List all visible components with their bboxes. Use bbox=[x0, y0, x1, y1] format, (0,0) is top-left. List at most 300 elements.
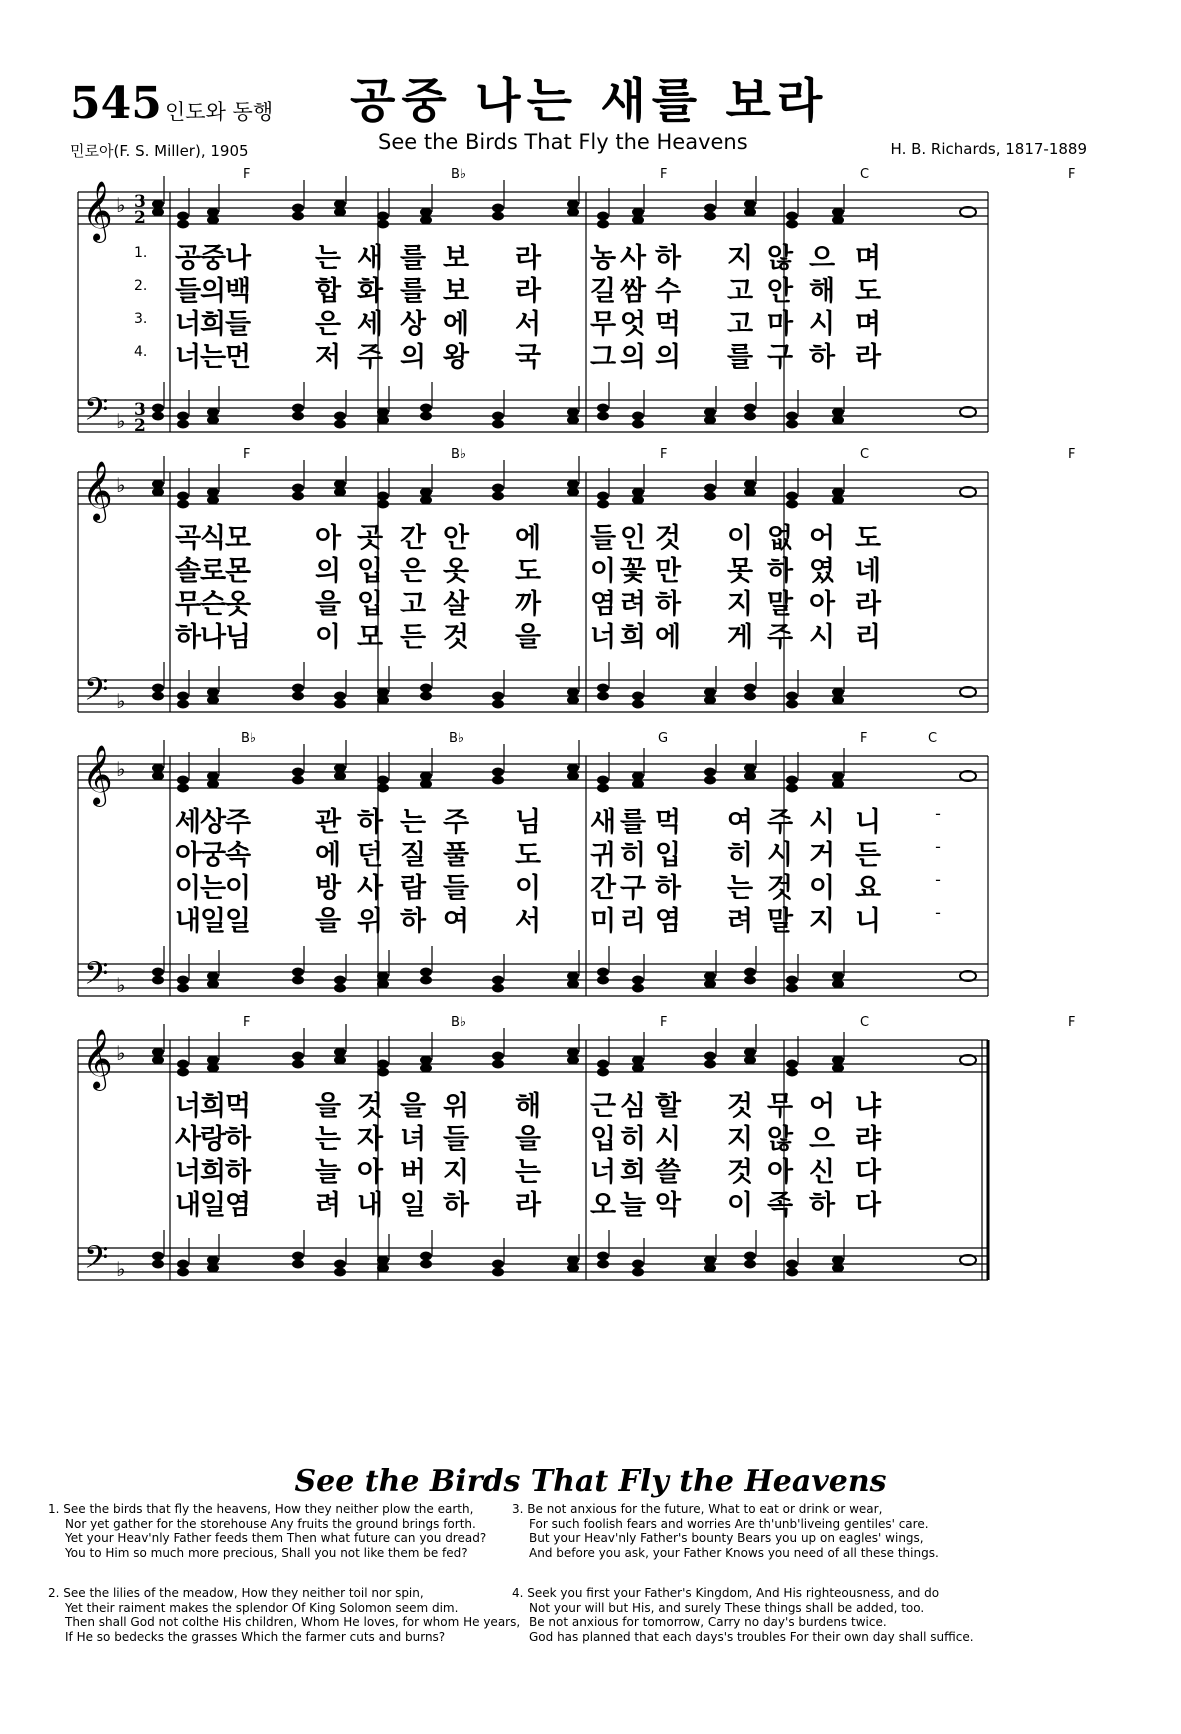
note-head bbox=[334, 420, 346, 429]
note-head bbox=[744, 412, 756, 421]
note-head bbox=[492, 1052, 504, 1061]
stanza-number: 1. bbox=[48, 1502, 64, 1516]
english-stanza bbox=[512, 1586, 974, 1644]
note-head bbox=[832, 216, 844, 225]
note-head bbox=[744, 480, 756, 489]
note-head bbox=[492, 412, 504, 421]
lyric-syllable: 모 bbox=[356, 622, 384, 653]
note-head bbox=[492, 420, 504, 429]
lyric-line bbox=[78, 302, 1088, 340]
stanza-number: 4. bbox=[512, 1586, 528, 1600]
note-head bbox=[177, 212, 189, 221]
lyric-syllable: 고 bbox=[726, 276, 754, 307]
lyric-syllable: 하 bbox=[442, 1190, 470, 1221]
time-signature: 2 bbox=[134, 208, 146, 228]
note-head bbox=[632, 208, 644, 217]
note-head bbox=[786, 412, 798, 421]
lyric-syllable: 염 bbox=[224, 1190, 252, 1221]
stanza-number: 2. bbox=[48, 1586, 64, 1600]
note-head bbox=[207, 980, 219, 989]
lyric-syllable: 하 bbox=[808, 342, 836, 373]
lyric-syllable: 리 bbox=[619, 906, 647, 937]
note-head bbox=[207, 696, 219, 705]
lyric-syllable: 에 bbox=[314, 840, 342, 871]
flat-icon: ♭ bbox=[116, 473, 126, 497]
hymn-subtitle: See the Birds That Fly the Heavens bbox=[378, 130, 748, 154]
lyric-syllable: 하 bbox=[766, 556, 794, 587]
lyric-syllable: 내 bbox=[174, 906, 202, 937]
lyric-syllable: 해 bbox=[808, 276, 836, 307]
note-head bbox=[207, 488, 219, 497]
lyric-syllable: 는 bbox=[514, 1157, 542, 1188]
note-head bbox=[744, 200, 756, 209]
note-head bbox=[377, 408, 389, 417]
note-head bbox=[292, 776, 304, 785]
note-head bbox=[152, 404, 164, 413]
hymn-category: 인도와 동행 bbox=[165, 100, 274, 124]
lyric-syllable: 무 bbox=[174, 589, 202, 620]
chord-symbol: F bbox=[1068, 167, 1076, 182]
lyric-syllable: 희 bbox=[199, 309, 227, 340]
lyric-line bbox=[78, 516, 1088, 554]
note-head bbox=[832, 208, 844, 217]
lyric-syllable: 위 bbox=[442, 1091, 470, 1122]
note-head bbox=[744, 404, 756, 413]
note-head bbox=[492, 1268, 504, 1277]
note-head bbox=[420, 404, 432, 413]
lyric-syllable: 수 bbox=[654, 276, 682, 307]
lyric-syllable: 너 bbox=[174, 1157, 202, 1188]
note-head bbox=[420, 216, 432, 225]
time-signature: 3 bbox=[134, 192, 146, 212]
note-head bbox=[177, 420, 189, 429]
lyric-syllable: 만 bbox=[654, 556, 682, 587]
note-head bbox=[334, 1056, 346, 1065]
lyric-syllable: 냐 bbox=[854, 1091, 882, 1122]
note-head bbox=[744, 764, 756, 773]
note-head bbox=[744, 1252, 756, 1261]
note-head bbox=[567, 1256, 579, 1265]
lyric-syllable: 일 bbox=[224, 906, 252, 937]
lyric-syllable: 무 bbox=[589, 309, 617, 340]
lyric-syllable: 악 bbox=[654, 1190, 682, 1221]
note-head bbox=[597, 212, 609, 221]
note-head bbox=[177, 412, 189, 421]
note-head bbox=[420, 684, 432, 693]
lyric-syllable: 사 bbox=[619, 243, 647, 274]
lyric-syllable: 입 bbox=[356, 556, 384, 587]
stanza-line: Not your will but His, and surely These things shall be added, too. bbox=[529, 1600, 925, 1615]
lyric-syllable: 을 bbox=[514, 1124, 542, 1155]
lyric-syllable: 농 bbox=[589, 243, 617, 274]
note-head bbox=[152, 1252, 164, 1261]
note-head bbox=[704, 776, 716, 785]
note-head bbox=[177, 1260, 189, 1269]
note-head bbox=[786, 776, 798, 785]
lyric-syllable: 주 bbox=[766, 622, 794, 653]
stanza-line: 2. See the lilies of the meadow, How they neither toil nor spin, bbox=[48, 1586, 424, 1600]
chord-symbol: C bbox=[928, 731, 938, 746]
chord-symbol: G bbox=[658, 731, 669, 746]
lyric-syllable: 일 bbox=[399, 1190, 427, 1221]
flat-icon: ♭ bbox=[116, 973, 126, 997]
note-head bbox=[786, 784, 798, 793]
lyric-syllable: 것 bbox=[654, 523, 682, 554]
note-head bbox=[152, 692, 164, 701]
lyric-syllable: 백 bbox=[224, 276, 252, 307]
lyric-syllable: 여 bbox=[442, 906, 470, 937]
lyric-syllable: 귀 bbox=[589, 840, 617, 871]
note-head bbox=[704, 1264, 716, 1273]
note-head bbox=[567, 764, 579, 773]
note-head bbox=[377, 492, 389, 501]
lyric-syllable: 꽃 bbox=[619, 556, 647, 587]
lyric-syllable: 입 bbox=[589, 1124, 617, 1155]
note-head bbox=[177, 220, 189, 229]
note-head bbox=[377, 1256, 389, 1265]
note-head bbox=[704, 1256, 716, 1265]
lyric-syllable: 말 bbox=[766, 906, 794, 937]
note-head bbox=[334, 984, 346, 993]
lyric-syllable: 이 bbox=[514, 873, 542, 904]
note-head bbox=[420, 772, 432, 781]
lyric-syllable: 고 bbox=[399, 589, 427, 620]
lyric-syllable: 님 bbox=[224, 622, 252, 653]
lyric-syllable: 의 bbox=[654, 342, 682, 373]
lyric-syllable: 늘 bbox=[314, 1157, 342, 1188]
lyric-syllable: 어 bbox=[808, 523, 836, 554]
lyric-syllable: 던 bbox=[356, 840, 384, 871]
note-head bbox=[744, 1048, 756, 1057]
note-head bbox=[786, 700, 798, 709]
chord-symbol: F bbox=[1068, 447, 1076, 462]
lyric-syllable: 시 bbox=[654, 1124, 682, 1155]
note-head bbox=[334, 1268, 346, 1277]
lyric-syllable: 않 bbox=[766, 1124, 794, 1155]
note-head bbox=[292, 768, 304, 777]
flat-icon: ♭ bbox=[116, 689, 126, 713]
note-head bbox=[177, 776, 189, 785]
lyric-syllable: 든 bbox=[399, 622, 427, 653]
note-head bbox=[377, 696, 389, 705]
lyric-syllable: 염 bbox=[589, 589, 617, 620]
note-head bbox=[292, 1252, 304, 1261]
treble-clef-icon: 𝄞 bbox=[82, 181, 113, 241]
lyric-syllable: 관 bbox=[314, 807, 342, 838]
note-head bbox=[207, 1056, 219, 1065]
note-head bbox=[567, 772, 579, 781]
note-head bbox=[152, 208, 164, 217]
lyric-syllable: 이 bbox=[174, 873, 202, 904]
lyric-syllable: 그 bbox=[589, 342, 617, 373]
lyric-syllable: 희 bbox=[199, 1157, 227, 1188]
lyric-syllable: 것 bbox=[442, 622, 470, 653]
lyric-syllable: 지 bbox=[726, 589, 754, 620]
bass-clef-icon: 𝄢 bbox=[84, 955, 109, 999]
note-head bbox=[334, 700, 346, 709]
score-system bbox=[78, 447, 1088, 715]
lyric-syllable: 것 bbox=[356, 1091, 384, 1122]
note-head bbox=[420, 1056, 432, 1065]
note-head bbox=[704, 696, 716, 705]
note-head bbox=[177, 492, 189, 501]
lyric-syllable: - bbox=[935, 837, 941, 856]
note-head bbox=[786, 420, 798, 429]
note-head bbox=[292, 412, 304, 421]
note-head bbox=[377, 1060, 389, 1069]
note-head bbox=[744, 1056, 756, 1065]
lyric-syllable: 속 bbox=[224, 840, 252, 871]
note-head bbox=[704, 768, 716, 777]
note-head bbox=[597, 1252, 609, 1261]
lyric-line bbox=[78, 899, 1088, 937]
lyric-syllable: 네 bbox=[854, 556, 882, 587]
lyric-syllable: 에 bbox=[514, 523, 542, 554]
chord-symbol: F bbox=[243, 1015, 251, 1030]
lyric-syllable: 시 bbox=[808, 309, 836, 340]
lyric-syllable: 먼 bbox=[224, 342, 252, 373]
lyric-syllable: 시 bbox=[808, 807, 836, 838]
lyric-syllable: 라 bbox=[854, 589, 882, 620]
note-head bbox=[377, 220, 389, 229]
note-head bbox=[207, 416, 219, 425]
note-head bbox=[786, 220, 798, 229]
chord-symbol: C bbox=[860, 447, 870, 462]
lyric-syllable: 주 bbox=[356, 342, 384, 373]
lyric-syllable: 주 bbox=[224, 807, 252, 838]
lyric-syllable: 입 bbox=[654, 840, 682, 871]
note-head bbox=[152, 684, 164, 693]
treble-clef-icon: 𝄞 bbox=[82, 745, 113, 805]
lyric-syllable: 방 bbox=[314, 873, 342, 904]
lyric-syllable: 리 bbox=[854, 622, 882, 653]
note-head bbox=[492, 976, 504, 985]
note-head bbox=[567, 1264, 579, 1273]
lyric-syllable: 오 bbox=[589, 1190, 617, 1221]
lyric-syllable: 아 bbox=[808, 589, 836, 620]
note-head bbox=[420, 968, 432, 977]
chord-symbol: F bbox=[243, 447, 251, 462]
lyric-syllable: 들 bbox=[442, 873, 470, 904]
note-head bbox=[492, 692, 504, 701]
lyric-syllable: 살 bbox=[442, 589, 470, 620]
lyric-syllable: 지 bbox=[726, 1124, 754, 1155]
lyric-syllable: 라 bbox=[514, 1190, 542, 1221]
lyric-syllable: 는 bbox=[399, 807, 427, 838]
note-head bbox=[632, 1064, 644, 1073]
lyric-syllable: 내 bbox=[174, 1190, 202, 1221]
lyric-syllable: 라 bbox=[854, 342, 882, 373]
flat-icon: ♭ bbox=[116, 1041, 126, 1065]
lyric-syllable: 을 bbox=[514, 622, 542, 653]
note-head bbox=[744, 692, 756, 701]
lyric-syllable: 아 bbox=[356, 1157, 384, 1188]
lyric-syllable: 에 bbox=[654, 622, 682, 653]
lyric-syllable: 하 bbox=[224, 1157, 252, 1188]
note-head bbox=[786, 212, 798, 221]
note-head bbox=[632, 1260, 644, 1269]
lyric-syllable: 을 bbox=[314, 906, 342, 937]
score-system bbox=[78, 731, 1088, 999]
chord-symbol: C bbox=[860, 167, 870, 182]
note-head bbox=[597, 784, 609, 793]
note-head bbox=[334, 692, 346, 701]
lyric-syllable: 은 bbox=[314, 309, 342, 340]
lyric-syllable: 를 bbox=[619, 807, 647, 838]
note-head bbox=[786, 1260, 798, 1269]
verse-number: 4. bbox=[134, 344, 148, 360]
lyric-syllable: 며 bbox=[854, 309, 882, 340]
lyric-syllable: 의 bbox=[314, 556, 342, 587]
lyric-syllable: 자 bbox=[356, 1124, 384, 1155]
lyric-syllable: 희 bbox=[619, 622, 647, 653]
lyric-syllable: 새 bbox=[356, 243, 384, 274]
lyric-syllable: 나 bbox=[199, 622, 227, 653]
note-head bbox=[334, 412, 346, 421]
note-head bbox=[492, 204, 504, 213]
note-head bbox=[567, 696, 579, 705]
note-head bbox=[420, 412, 432, 421]
note-head bbox=[632, 216, 644, 225]
lyric-syllable: 사 bbox=[356, 873, 384, 904]
note-head bbox=[597, 776, 609, 785]
lyric-syllable: 구 bbox=[766, 342, 794, 373]
lyric-syllable: 라 bbox=[514, 243, 542, 274]
stanza-line: Nor yet gather for the storehouse Any fruits the ground brings forth. bbox=[65, 1516, 476, 1531]
lyric-syllable: 니 bbox=[854, 807, 882, 838]
note-head bbox=[207, 1256, 219, 1265]
score-system bbox=[78, 167, 1088, 436]
time-signature: 3 bbox=[134, 400, 146, 420]
note-head bbox=[292, 692, 304, 701]
lyric-syllable: 희 bbox=[619, 1157, 647, 1188]
chord-symbol: F bbox=[660, 1015, 668, 1030]
note-head bbox=[334, 1260, 346, 1269]
lyric-syllable: 아 bbox=[314, 523, 342, 554]
note-head bbox=[597, 412, 609, 421]
lyric-syllable: 지 bbox=[808, 906, 836, 937]
lyric-syllable: 였 bbox=[808, 556, 836, 587]
lyric-syllable: 없 bbox=[766, 523, 794, 554]
note-head bbox=[632, 420, 644, 429]
note-head bbox=[420, 496, 432, 505]
note-head bbox=[377, 972, 389, 981]
note-head bbox=[377, 776, 389, 785]
verse-number: 2. bbox=[134, 278, 148, 294]
lyric-syllable: 주 bbox=[766, 807, 794, 838]
lyric-syllable: 주 bbox=[442, 807, 470, 838]
lyric-syllable: 이 bbox=[589, 556, 617, 587]
lyric-syllable: 게 bbox=[726, 622, 754, 653]
stanza-line: 3. Be not anxious for the future, What to eat or drink or wear, bbox=[512, 1502, 883, 1516]
lyric-syllable: 옷 bbox=[224, 589, 252, 620]
note-head bbox=[786, 976, 798, 985]
note-head bbox=[567, 408, 579, 417]
chord-symbol: F bbox=[660, 447, 668, 462]
lyric-syllable: 공 bbox=[174, 243, 202, 274]
note-head bbox=[832, 696, 844, 705]
lyric-line bbox=[78, 236, 1088, 274]
note-head bbox=[567, 488, 579, 497]
note-head bbox=[377, 500, 389, 509]
bass-clef-icon: 𝄢 bbox=[84, 671, 109, 715]
lyricist-credit: 민로아(F. S. Miller), 1905 bbox=[70, 142, 249, 160]
lyric-syllable: 너 bbox=[589, 622, 617, 653]
stanza-line: 4. Seek you first your Father's Kingdom, And His righteousness, and do bbox=[512, 1586, 940, 1600]
note-head bbox=[292, 1052, 304, 1061]
note-head bbox=[152, 488, 164, 497]
note-head bbox=[832, 1056, 844, 1065]
lyric-syllable: 염 bbox=[654, 906, 682, 937]
note-head bbox=[632, 496, 644, 505]
note-head bbox=[177, 984, 189, 993]
lyric-syllable: 엇 bbox=[619, 309, 647, 340]
note-head bbox=[704, 416, 716, 425]
note-head bbox=[177, 976, 189, 985]
hymn-number: 545 bbox=[70, 78, 162, 129]
note-head bbox=[420, 780, 432, 789]
chord-symbol: F bbox=[660, 167, 668, 182]
lyric-line bbox=[78, 1084, 1088, 1122]
lyric-syllable: 세 bbox=[174, 807, 202, 838]
note-head bbox=[832, 780, 844, 789]
lyric-syllable: 곡 bbox=[174, 523, 202, 554]
note-head bbox=[334, 1048, 346, 1057]
chord-symbol: F bbox=[1068, 1015, 1076, 1030]
lyric-syllable: 합 bbox=[314, 276, 342, 307]
stanza-line: And before you ask, your Father Knows you need of all these things. bbox=[529, 1545, 939, 1560]
lyric-syllable: 의 bbox=[619, 342, 647, 373]
lyric-syllable: 하 bbox=[808, 1190, 836, 1221]
note-head bbox=[420, 1064, 432, 1073]
note-head bbox=[597, 976, 609, 985]
lyric-syllable: 풀 bbox=[442, 840, 470, 871]
lyric-line bbox=[78, 866, 1088, 904]
note-head bbox=[152, 480, 164, 489]
note-head bbox=[567, 688, 579, 697]
lyric-syllable: 질 bbox=[399, 840, 427, 871]
note-head bbox=[207, 496, 219, 505]
lyric-line bbox=[78, 615, 1088, 653]
lyric-syllable: 길 bbox=[589, 276, 617, 307]
lyric-syllable: 이 bbox=[224, 873, 252, 904]
note-head bbox=[744, 684, 756, 693]
chord-symbol: F bbox=[860, 731, 868, 746]
verse-number: 3. bbox=[134, 311, 148, 327]
treble-clef-icon: 𝄞 bbox=[82, 1029, 113, 1089]
note-head bbox=[492, 700, 504, 709]
note-head bbox=[334, 764, 346, 773]
lyric-syllable: 려 bbox=[726, 906, 754, 937]
lyric-syllable: 옷 bbox=[442, 556, 470, 587]
lyric-line bbox=[78, 833, 1088, 871]
lyric-syllable: 궁 bbox=[199, 840, 227, 871]
note-head bbox=[377, 980, 389, 989]
note-head bbox=[420, 488, 432, 497]
lyric-syllable: 먹 bbox=[654, 807, 682, 838]
note-head bbox=[334, 488, 346, 497]
lyric-syllable: 고 bbox=[726, 309, 754, 340]
lyric-syllable: 지 bbox=[442, 1157, 470, 1188]
lyric-syllable: 든 bbox=[854, 840, 882, 871]
note-head bbox=[207, 208, 219, 217]
lyric-syllable: 상 bbox=[399, 309, 427, 340]
lyric-syllable: 세 bbox=[356, 309, 384, 340]
lyric-syllable: 화 bbox=[356, 276, 384, 307]
note-head bbox=[744, 772, 756, 781]
note-head bbox=[420, 692, 432, 701]
stanza-line: Then shall God not colthe His children, Whom He loves, for whom He years, bbox=[65, 1615, 521, 1630]
